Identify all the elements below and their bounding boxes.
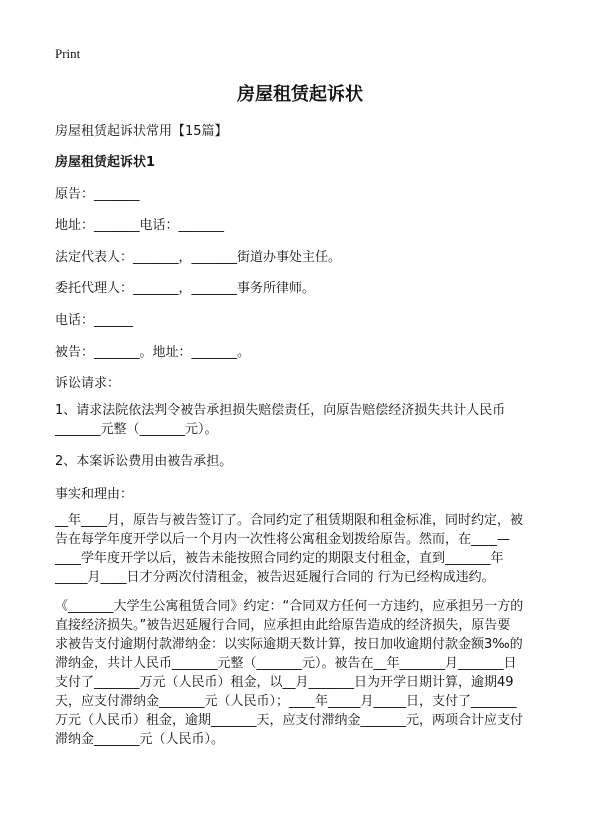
facts-paragraph-2	[55, 597, 523, 749]
facts-heading: 事实和理由：	[55, 487, 134, 502]
facts-paragraph-1	[55, 511, 523, 587]
document-title: 房屋租赁起诉状	[237, 84, 363, 105]
paragraph-line: 告在每学年度开学以后一个月内一次性将公寓租金划拨给原告。然而，在____—	[55, 532, 511, 547]
phone-line: 电话：______	[55, 313, 134, 328]
claim-1	[55, 401, 505, 439]
paragraph-line: 滞纳金，共计人民币_______元整（_______元）。被告在__年_______月_______日	[55, 656, 517, 671]
plaintiff-line: 原告：_______	[55, 187, 140, 202]
paragraph-line: 滞纳金_______元（人民币）。	[55, 732, 225, 747]
paragraph-line: 《_______大学生公寓租赁合同》约定：“合同双方任何一方违约，应承担另一方的	[55, 599, 524, 614]
document-subtitle: 房屋租赁起诉状常用【15篇】	[55, 124, 228, 139]
paragraph-line: 求被告支付逾期付款滞纳金：以实际逾期天数计算，按日加收逾期付款金额3‰的	[55, 637, 523, 652]
agent-line: 委托代理人：_______，_______事务所律师。	[55, 281, 316, 296]
legal-representative-line: 法定代表人：_______，_______街道办事处主任。	[55, 250, 342, 265]
defendant-line: 被告：_______。地址：_______。	[55, 345, 251, 360]
claim-1-line: _______元整（_______元）。	[55, 422, 218, 437]
section-heading: 房屋租赁起诉状1	[55, 155, 156, 170]
paragraph-line: ____学年度开学以后，被告未能按照合同约定的期限支付租金，直到_______年	[55, 551, 504, 566]
claim-1-line: 1、请求法院依法判令被告承担损失赔偿责任，向原告赔偿经济损失共计人民币	[55, 403, 506, 418]
claim-2: 2、本案诉讼费用由被告承担。	[55, 454, 233, 469]
paragraph-line: 万元（人民币）租金，逾期_______天，应支付滞纳金_______元，两项合计应支付	[55, 713, 524, 728]
paragraph-line: __年____月，原告与被告签订了。合同约定了租赁期限和租金标准，同时约定，被	[55, 513, 524, 528]
paragraph-line: 天，应支付滞纳金_______元（人民币）；____年_____月_____日，支付了_______	[55, 694, 517, 709]
paragraph-line: _____月____日才分两次付清租金，被告迟延履行合同的 行为已经构成违约。	[55, 570, 495, 585]
paragraph-line: 支付了_______万元（人民币）租金，以__月_______日为开学日期计算，逾期49	[55, 675, 514, 690]
address-phone-line: 地址：_______电话：_______	[55, 218, 225, 233]
claims-heading: 诉讼请求：	[55, 376, 121, 391]
print-link[interactable]: Print	[55, 46, 81, 61]
paragraph-line: 直接经济损失。”被告迟延履行合同，应承担由此给原告造成的经济损失，原告要	[55, 618, 511, 633]
